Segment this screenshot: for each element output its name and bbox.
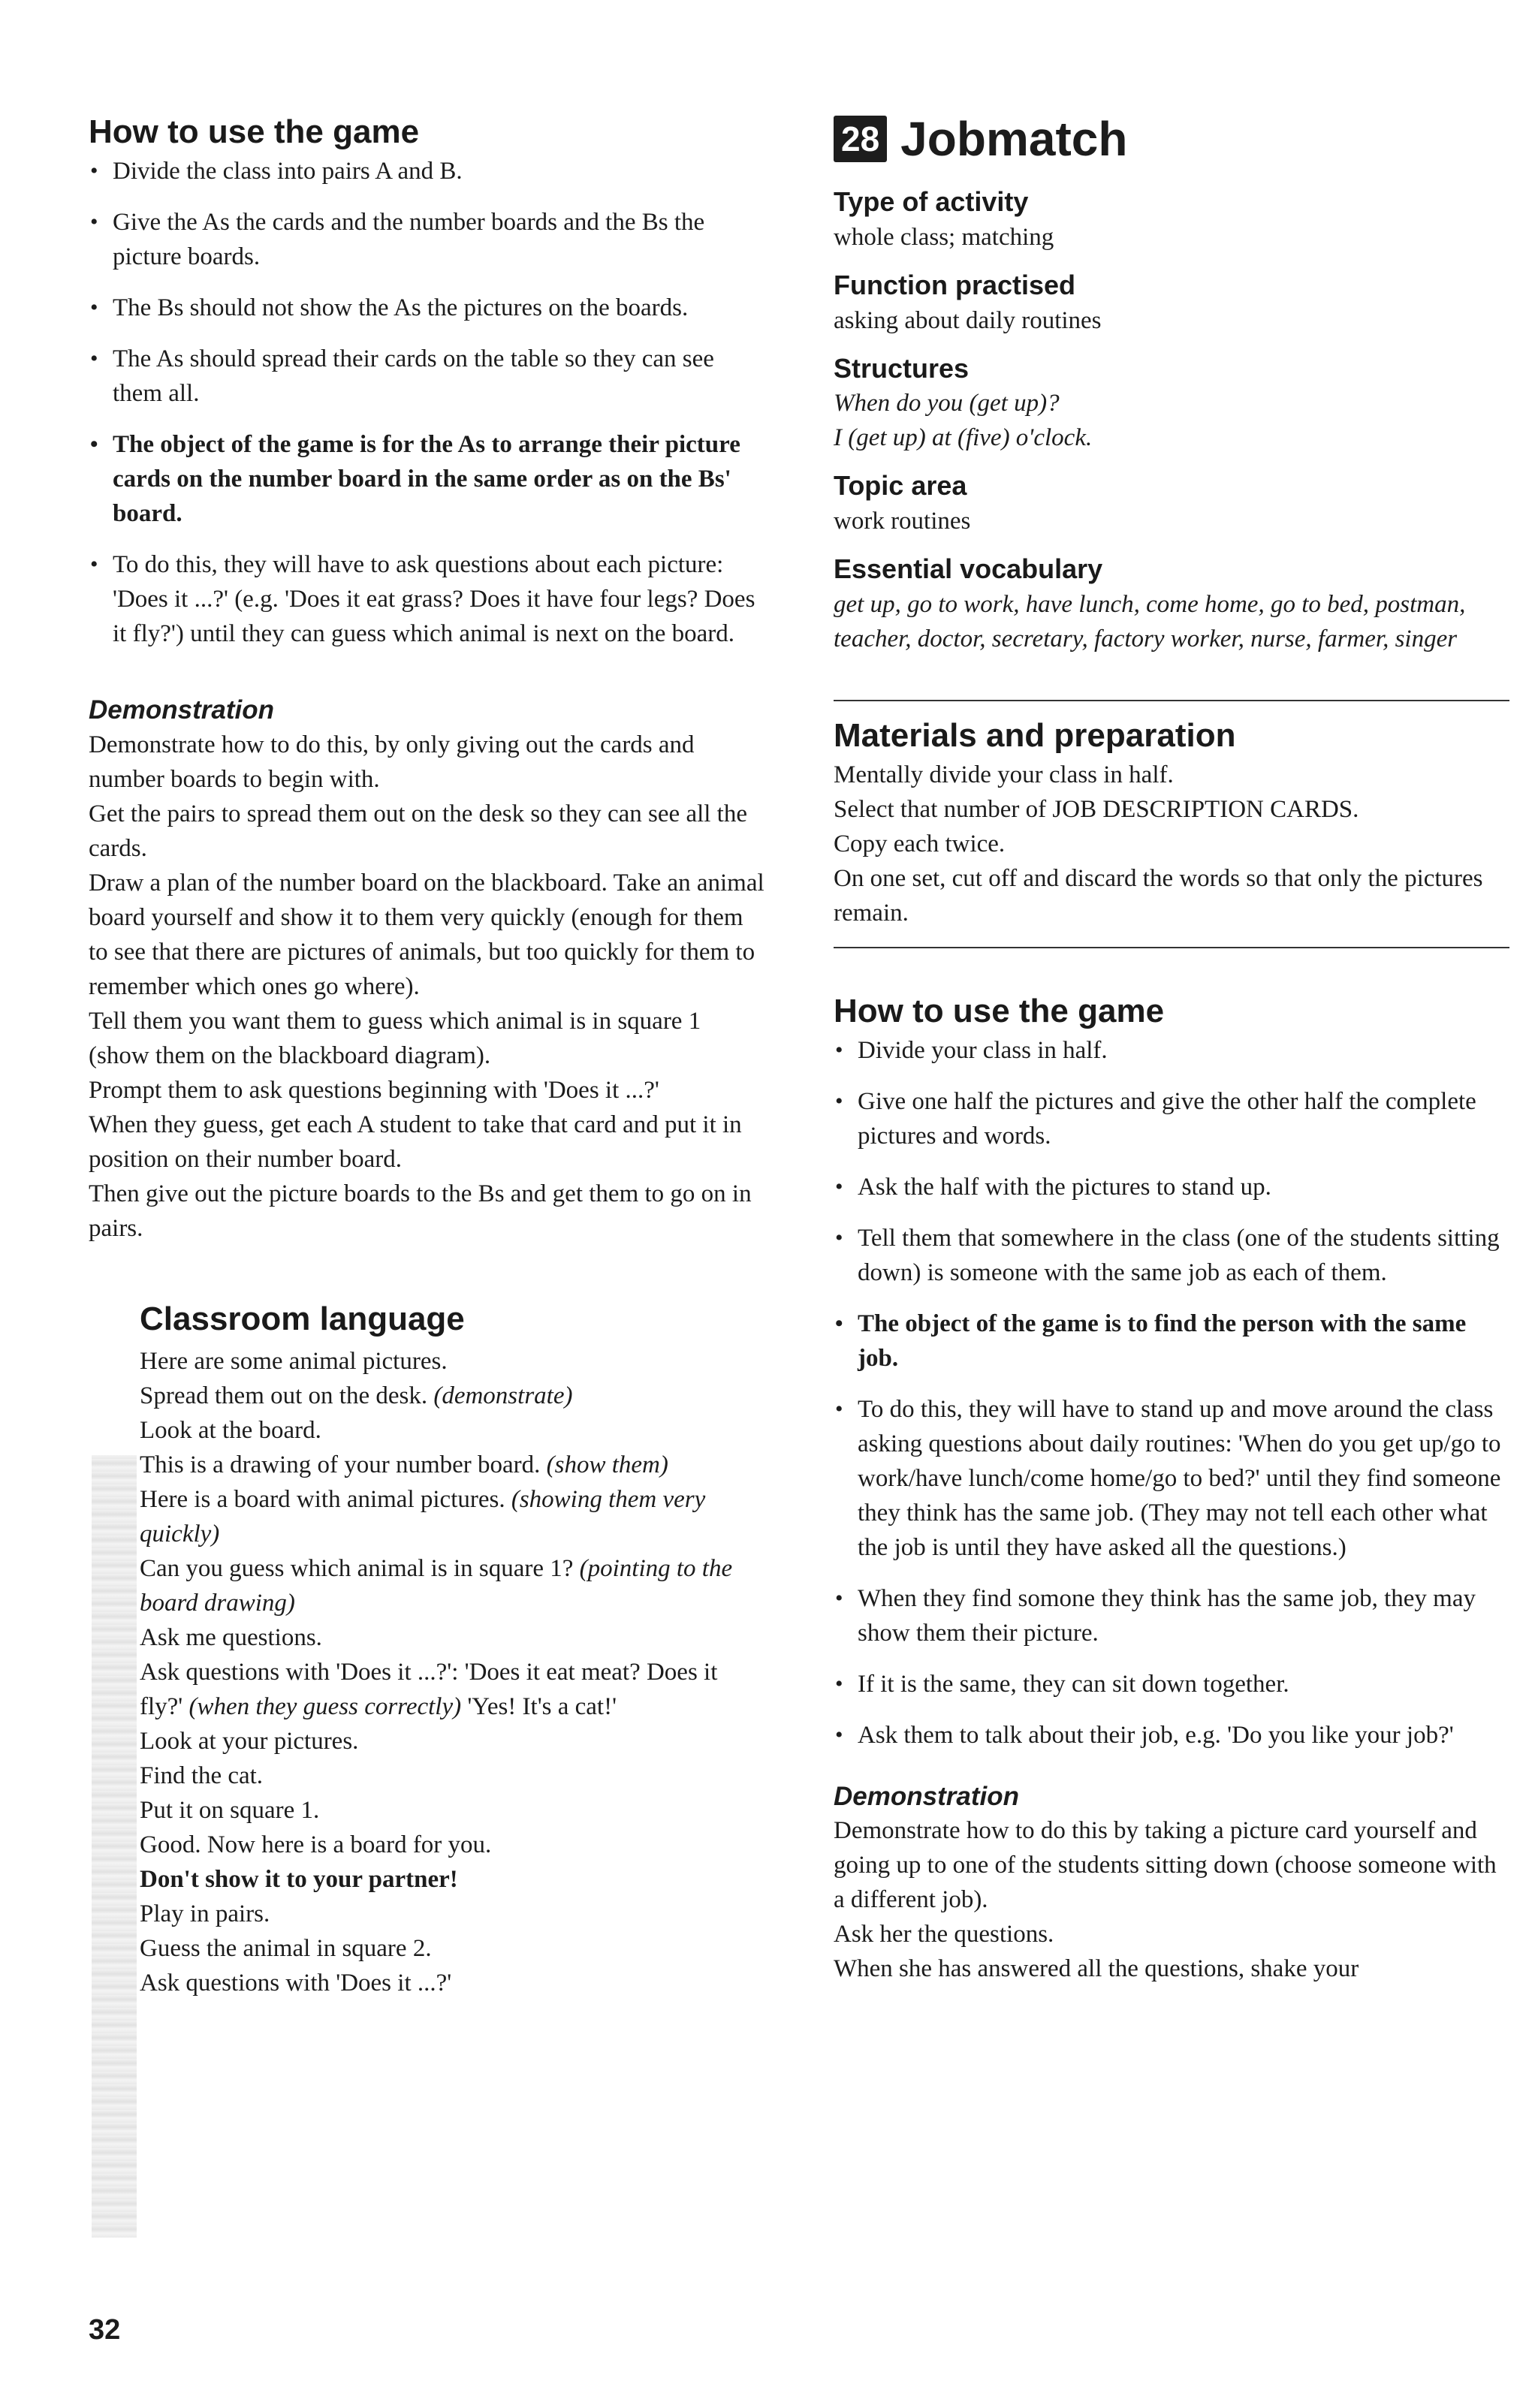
classroom-language-text xyxy=(140,1344,764,2000)
demonstration-text-right xyxy=(834,1813,1509,1986)
classroom-language-heading: Classroom language xyxy=(140,1300,465,1337)
list-item: • Give one half the pictures and give the other half the complete pictures and words. xyxy=(834,1084,1509,1153)
topic-text: work routines xyxy=(834,508,971,535)
cl-line: This is a drawing of your number board. (show them) xyxy=(140,1451,668,1478)
left-column xyxy=(89,111,764,2000)
type-text: whole class; matching xyxy=(834,223,1054,251)
list-item: • To do this, they will have to stand up and move around the class asking questions about daily routines: 'When do you get up/go to work/have lunch/come home/go to bed?' until they find someone they think has the same job. (They may not tell each other what the job is until they have asked all the questions.) xyxy=(834,1392,1509,1565)
function-text: asking about daily routines xyxy=(834,306,1102,334)
activity-title-row xyxy=(834,111,1509,167)
demonstration-text-left xyxy=(89,728,764,1246)
list-item: • Divide your class in half. xyxy=(834,1033,1509,1068)
materials-line: Copy each twice. xyxy=(834,830,1006,857)
cl-line: Here are some animal pictures. xyxy=(140,1347,448,1375)
list-item: • The Bs should not show the As the pictures on the boards. xyxy=(89,291,764,325)
cl-line: Ask me questions. xyxy=(140,1623,322,1651)
list-item: • Ask them to talk about their job, e.g. 'Do you like your job?' xyxy=(834,1718,1509,1753)
list-item: • To do this, they will have to ask questions about each picture: 'Does it ...?' (e.g. 'Does it eat grass? Does it have four legs? Does it fly?') until they can guess which animal is next on the board. xyxy=(89,547,764,651)
demo-line: Demonstrate how to do this, by only giving out the cards and number boards to begin with. xyxy=(89,731,695,793)
demo-line: Then give out the picture boards to the Bs and get them to go on in pairs. xyxy=(89,1180,752,1242)
list-item: • When they find somone they think has the same job, they may show them their picture. xyxy=(834,1581,1509,1650)
materials-text xyxy=(834,758,1509,930)
list-item: • Give the As the cards and the number boards and the Bs the picture boards. xyxy=(89,205,764,274)
activity-title: Jobmatch xyxy=(900,112,1128,166)
cl-line: Guess the animal in square 2. xyxy=(140,1934,432,1962)
demo-line: Get the pairs to spread them out on the desk so they can see all the cards. xyxy=(89,800,747,862)
demo-line: When they guess, get each A student to take that card and put it in position on their number board. xyxy=(89,1111,742,1173)
cl-line: Don't show it to your partner! xyxy=(140,1865,458,1893)
vocabulary-text: get up, go to work, have lunch, come home, go to bed, postman, teacher, doctor, secretary, factory worker, nurse, farmer, singer xyxy=(834,590,1466,652)
cl-line: Good. Now here is a board for you. xyxy=(140,1831,492,1858)
demonstration-heading-right: Demonstration xyxy=(834,1781,1019,1811)
demo-line: Prompt them to ask questions beginning with 'Does it ...?' xyxy=(89,1076,659,1104)
cl-line: Spread them out on the desk. (demonstrate) xyxy=(140,1382,573,1409)
cl-line: Find the cat. xyxy=(140,1762,264,1789)
structures-text xyxy=(834,386,1509,455)
cl-line: Look at your pictures. xyxy=(140,1727,359,1755)
demo-line: Demonstrate how to do this by taking a picture card yourself and going up to one of the students sitting down (choose someone with a different job). xyxy=(834,1817,1497,1914)
classroom-shade-bar xyxy=(92,1455,137,2238)
list-item-object: • The object of the game is for the As to arrange their picture cards on the number board in the same order as on the Bs' board. xyxy=(89,427,764,531)
demonstration-heading-left: Demonstration xyxy=(89,695,274,725)
how-to-heading-left: How to use the game xyxy=(89,113,420,150)
structure-line: When do you (get up)? xyxy=(834,390,1060,417)
cl-line: Look at the board. xyxy=(140,1416,321,1444)
demo-line: Tell them you want them to guess which animal is in square 1 (show them on the blackboard diagram). xyxy=(89,1007,701,1069)
cl-line: Ask questions with 'Does it ...?': 'Does it eat meat? Does it fly?' (when they guess correctly) 'Yes! It's a cat!' xyxy=(140,1658,718,1720)
cl-line: Can you guess which animal is in square 1? (pointing to the board drawing) xyxy=(140,1554,733,1617)
materials-line: Select that number of JOB DESCRIPTION CARDS. xyxy=(834,795,1359,823)
topic-heading: Topic area xyxy=(834,470,967,502)
cl-line: Ask questions with 'Does it ...?' xyxy=(140,1969,452,1997)
cl-line: Play in pairs. xyxy=(140,1900,270,1927)
materials-heading: Materials and preparation xyxy=(834,716,1236,754)
materials-line: On one set, cut off and discard the words so that only the pictures remain. xyxy=(834,864,1483,927)
demo-line: Draw a plan of the number board on the blackboard. Take an animal board yourself and show it to them very quickly (enough for them to see that there are pictures of animals, but too quickly for them to remember which ones go where). xyxy=(89,869,764,1000)
how-to-list-left xyxy=(89,154,764,651)
demo-line: Ask her the questions. xyxy=(834,1921,1054,1948)
list-item-object: • The object of the game is to find the person with the same job. xyxy=(834,1306,1509,1376)
vocabulary-heading: Essential vocabulary xyxy=(834,553,1103,585)
function-heading: Function practised xyxy=(834,269,1076,300)
list-item: • If it is the same, they can sit down together. xyxy=(834,1667,1509,1701)
demo-line: When she has answered all the questions, shake your xyxy=(834,1955,1359,1983)
activity-number-badge: 28 xyxy=(834,116,887,162)
classroom-language-section xyxy=(89,1298,764,2000)
structure-line: I (get up) at (five) o'clock. xyxy=(834,424,1093,452)
structures-heading: Structures xyxy=(834,352,970,384)
list-item: • Divide the class into pairs A and B. xyxy=(89,154,764,188)
materials-line: Mentally divide your class in half. xyxy=(834,761,1174,788)
how-to-list-right xyxy=(834,1033,1509,1753)
cl-line: Here is a board with animal pictures. (showing them very quickly) xyxy=(140,1485,706,1548)
cl-line: Put it on square 1. xyxy=(140,1796,320,1824)
page-number: 32 xyxy=(89,2314,121,2346)
right-column xyxy=(834,111,1509,1986)
list-item: • Ask the half with the pictures to stand up. xyxy=(834,1170,1509,1204)
how-to-heading-right: How to use the game xyxy=(834,992,1165,1029)
list-item: • The As should spread their cards on the table so they can see them all. xyxy=(89,342,764,411)
list-item: • Tell them that somewhere in the class (one of the students sitting down) is someone with the same job as each of them. xyxy=(834,1221,1509,1290)
type-heading: Type of activity xyxy=(834,186,1029,217)
